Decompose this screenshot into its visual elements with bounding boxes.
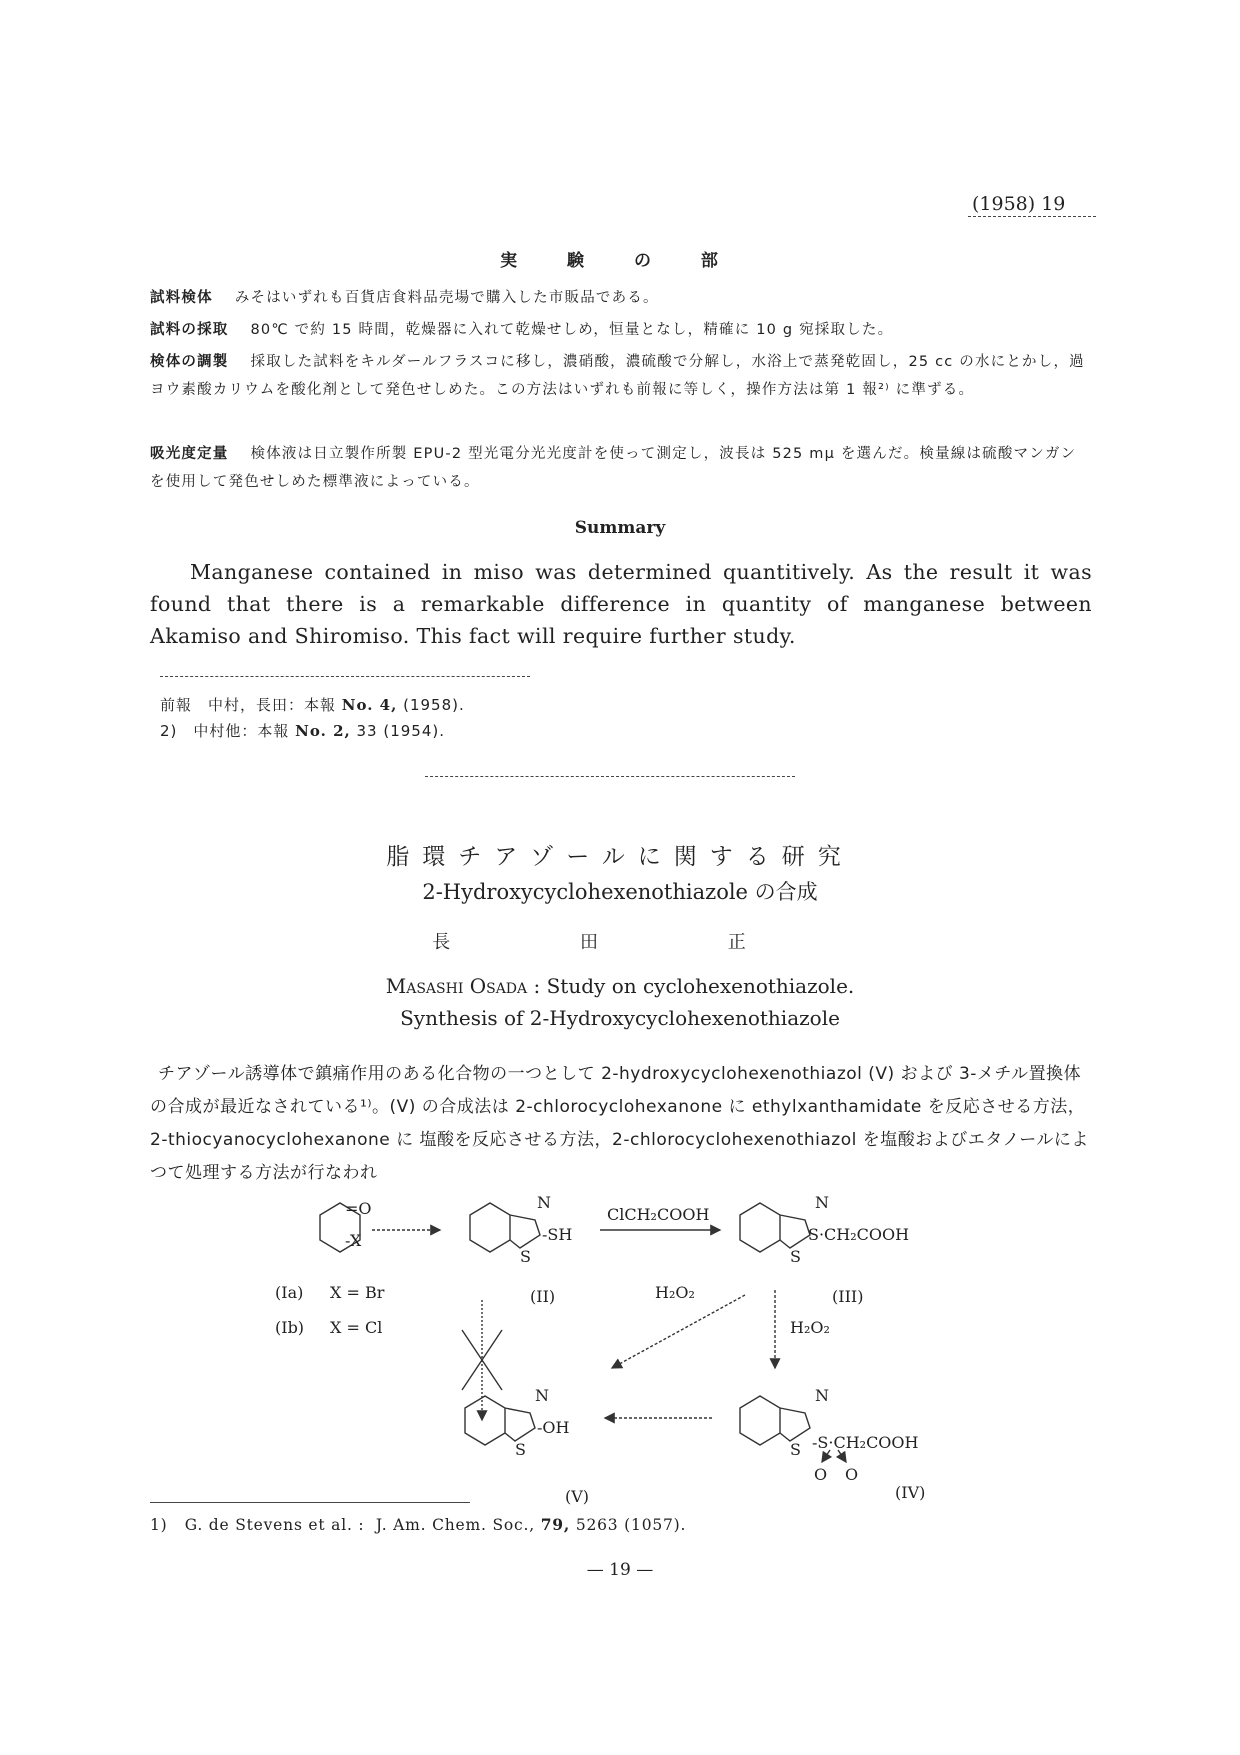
exp-item-4: [150, 440, 1090, 496]
fn-vol: 79,: [540, 1515, 571, 1534]
exp-item-label: 試料の採取: [150, 322, 229, 338]
header-rule: [968, 216, 1096, 217]
summary-text: [150, 556, 1092, 652]
label-s-v: S: [515, 1440, 526, 1459]
label-ib: (Ib): [275, 1318, 305, 1337]
section-title-experimental: 実 験 の 部: [500, 251, 740, 271]
ring-iii-hex: [740, 1203, 780, 1252]
label-h2o2-vert: H₂O₂: [790, 1318, 830, 1337]
label-s-ch2cooh-iii: S·CH₂COOH: [808, 1225, 910, 1244]
footnote-bottom-rule: [150, 1502, 470, 1503]
label-h2o2-diag: H₂O₂: [655, 1283, 695, 1302]
ring-ii-hex: [470, 1203, 510, 1252]
footnote-bold: No. 4,: [341, 696, 398, 714]
footnote-prev-2: [160, 720, 445, 741]
label-s-ch2cooh-iv: -S·CH₂COOH: [812, 1433, 919, 1452]
ring-iii-thiazole: [780, 1215, 810, 1248]
article-subtitle: 2-Hydroxycyclohexenothiazole の合成: [422, 880, 818, 904]
exp-item-text: 採取した試料をキルダールフラスコに移し，濃硝酸，濃硫酸で分解し，水浴上で蒸発乾固し，25 cc の水にとかし，過ヨウ素酸カリウムを酸化剤として発色せしめた。この方法はいずれも前報に等しく，操作方法は第 1 報²⁾ に準ずる。: [150, 354, 1085, 398]
label-s-iii: S: [790, 1247, 801, 1266]
article-title-jp: 脂環チアゾールに関する研究: [386, 844, 854, 870]
exp-item-label: 吸光度定量: [150, 446, 229, 462]
ring-iv-thiazole: [780, 1408, 810, 1441]
label-n-iii: N: [815, 1193, 829, 1212]
english-title-line2: Synthesis of 2-Hydroxycyclohexenothiazole: [400, 1006, 840, 1030]
footnote-rule: [160, 676, 530, 677]
author-jp: 長 田 正: [432, 932, 808, 953]
footnote-text: 2) 中村他：本報: [160, 722, 296, 740]
label-compound-iv: (IV): [895, 1483, 926, 1502]
label-ia: (Ia): [275, 1283, 304, 1302]
label-ia-x: X = Br: [330, 1283, 385, 1302]
exp-item-3: [150, 348, 1090, 404]
english-title-1: Study on cyclohexenothiazole.: [546, 974, 855, 998]
label-reagent-clch2cooh: ClCH₂COOH: [607, 1205, 710, 1224]
summary-body: Manganese contained in miso was determined quantitively. As the result it was found that there is a remarkable difference in quantity of manganese between Akamiso and Shiromiso. This fact will require further study.: [150, 560, 1092, 648]
footnote-bottom: [150, 1515, 686, 1534]
page-number-bottom: — 19 —: [586, 1560, 654, 1580]
author-en: Masashi Osada :: [385, 974, 541, 998]
ring-iv-hex: [740, 1396, 780, 1445]
article-body: [150, 1058, 1092, 1190]
reaction-scheme: [0, 1190, 1240, 1520]
exp-item-text: 検体液は日立製作所製 EPU-2 型光電分光光度計を使って測定し，波長は 525 mμ を選んだ。検量線は硫酸マンガンを使用して発色せしめた標準液によっている。: [150, 446, 1077, 490]
label-s-ii: S: [520, 1247, 531, 1266]
label-ketone-x: -X: [345, 1231, 362, 1250]
exp-item-2: [150, 316, 1090, 344]
ring-ii-thiazole: [510, 1215, 540, 1248]
label-ketone-o: =O: [345, 1199, 372, 1218]
arrow-iii-to-v: [612, 1295, 745, 1368]
footnote-prev-1: [160, 694, 465, 715]
label-ib-x: X = Cl: [330, 1318, 383, 1337]
exp-item-1: [150, 284, 1090, 312]
fn-pages: 5263 (1057).: [575, 1516, 687, 1534]
label-oh: -OH: [537, 1418, 570, 1437]
label-n-iv: N: [815, 1386, 829, 1405]
article-body-text: チアゾール誘導体で鎮痛作用のある化合物の一つとして 2-hydroxycyclohexenothiazol (V) および 3-メチル置換体の合成が最近なされている¹⁾。(V) の合成法は 2-chlorocyclohexanone に ethylxanthamidate を反応させる方法，2-thiocyanocyclohexanone に 塩酸を反応させる方法，2-chlorocyclohexenothiazol を塩酸およびエタノールによつて処理する方法が行なわれ: [150, 1064, 1089, 1183]
exp-item-label: 試料検体: [150, 290, 213, 306]
ring-v-hex: [465, 1396, 505, 1445]
fn-num: 1): [150, 1516, 168, 1534]
exp-item-label: 検体の調製: [150, 354, 229, 370]
footnote-text: 33 (1954).: [350, 722, 446, 740]
label-sh: -SH: [542, 1225, 573, 1244]
fn-authors: G. de Stevens et al. :: [184, 1516, 365, 1534]
ring-v-thiazole: [505, 1408, 535, 1441]
label-o-1: O: [814, 1465, 828, 1484]
article-separator: [425, 776, 795, 777]
label-n-ii: N: [537, 1193, 551, 1212]
label-compound-iii: (III): [832, 1287, 864, 1306]
label-o-2: O: [845, 1465, 859, 1484]
summary-title: Summary: [574, 518, 666, 538]
label-n-v: N: [535, 1386, 549, 1405]
fn-journal: J. Am. Chem. Soc.,: [375, 1516, 535, 1534]
footnote-text: 前報 中村，長田：本報: [160, 696, 342, 714]
exp-item-text: みそはいずれも百貨店食料品売場で購入した市販品である。: [234, 290, 659, 306]
footnote-text: (1958).: [397, 696, 465, 714]
exp-item-text: 80℃ で約 15 時間，乾燥器に入れて乾燥せしめ，恒量となし，精確に 10 g 宛採取した。: [250, 322, 894, 338]
english-title-line1: [0, 974, 1240, 998]
footnote-bold: No. 2,: [295, 722, 351, 740]
label-compound-v: (V): [565, 1487, 590, 1506]
label-s-iv: S: [790, 1440, 801, 1459]
label-compound-ii: (II): [530, 1287, 556, 1306]
page-header-number: (1958) 19: [972, 193, 1066, 215]
